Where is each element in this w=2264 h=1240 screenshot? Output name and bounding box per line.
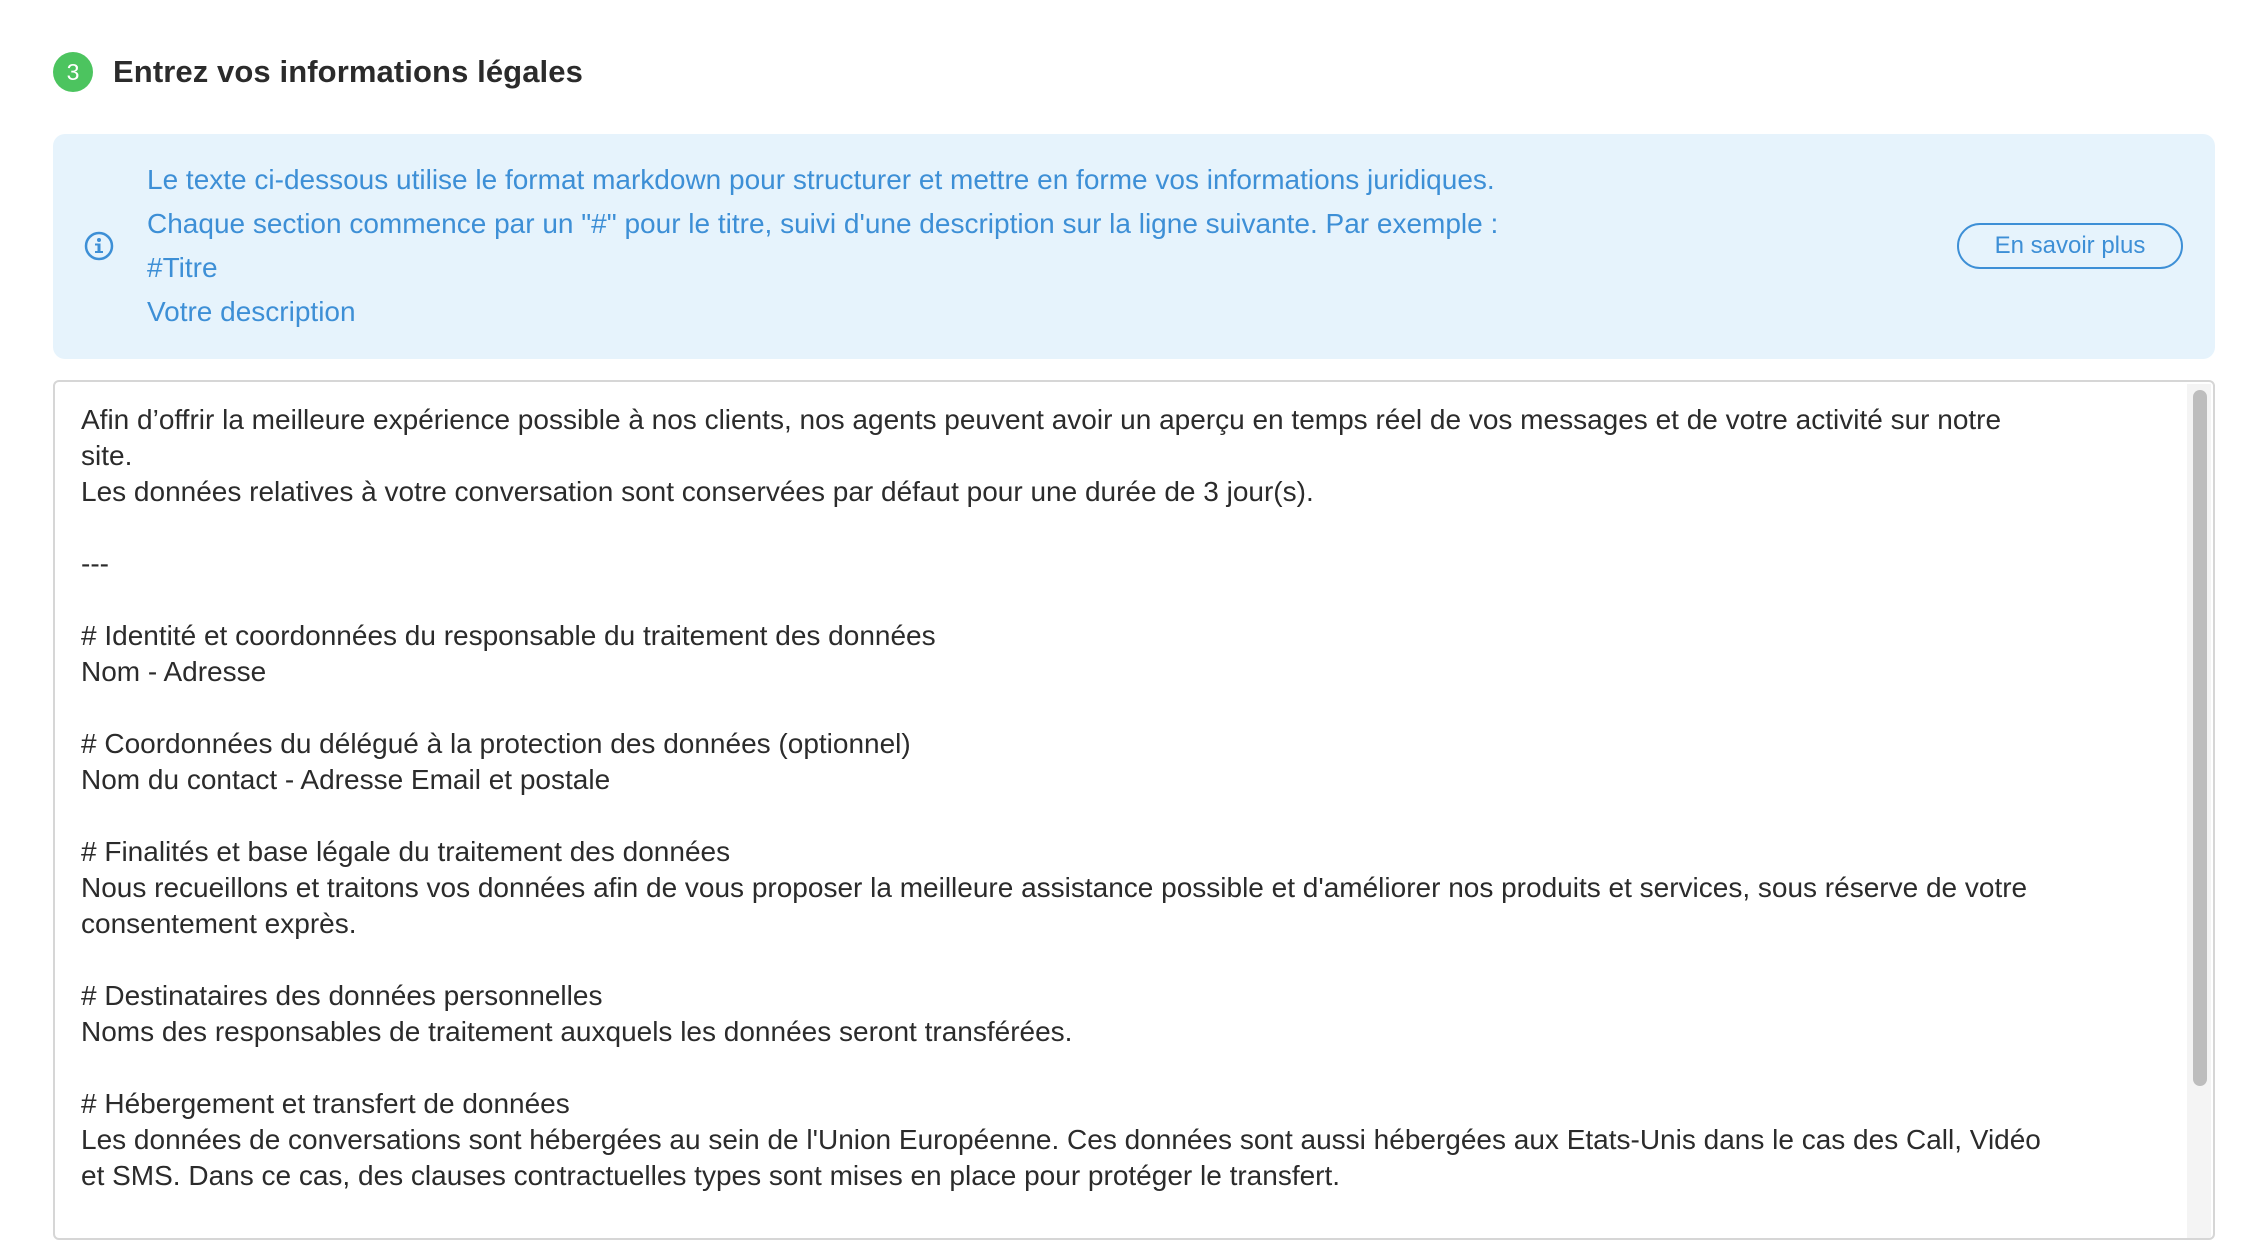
editor-line[interactable] <box>81 798 2161 834</box>
section-header <box>53 48 583 96</box>
info-example-title: #Titre <box>147 252 218 283</box>
step-number-badge: 3 <box>53 52 93 92</box>
markdown-info-box <box>53 134 2215 359</box>
editor-line[interactable]: site. <box>81 440 133 471</box>
editor-line[interactable]: --- <box>81 548 109 579</box>
info-circle-icon <box>83 230 115 262</box>
editor-line[interactable] <box>81 690 2161 726</box>
learn-more-button[interactable]: En savoir plus <box>1957 223 2183 269</box>
editor-line[interactable]: Nom du contact - Adresse Email et postale <box>81 764 611 795</box>
editor-line[interactable] <box>81 942 2161 978</box>
editor-line[interactable]: Nous recueillons et traitons vos données afin de vous proposer la meilleure assistance possible et d'améliorer nos produits et services, sous réserve de votre <box>81 872 2028 903</box>
info-line: Le texte ci-dessous utilise le format markdown pour structurer et mettre en forme vos informations juridiques. <box>147 164 1495 195</box>
editor-line[interactable]: # Identité et coordonnées du responsable du traitement des données <box>81 620 936 651</box>
editor-scrollbar-thumb[interactable] <box>2193 390 2207 1086</box>
editor-scrollbar[interactable] <box>2187 384 2211 1238</box>
editor-line[interactable]: Afin d’offrir la meilleure expérience possible à nos clients, nos agents peuvent avoir un aperçu en temps réel de vos messages et de votre activité sur notre <box>81 404 2002 435</box>
editor-line[interactable]: # Coordonnées du délégué à la protection des données (optionnel) <box>81 728 911 759</box>
info-line: Chaque section commence par un "#" pour le titre, suivi d'une description sur la ligne suivante. Par exemple : <box>147 208 1499 239</box>
editor-line[interactable]: et SMS. Dans ce cas, des clauses contractuelles types sont mises en place pour protéger le transfert. <box>81 1160 1341 1191</box>
info-text <box>147 158 1498 334</box>
editor-line[interactable]: Nom - Adresse <box>81 656 267 687</box>
legal-text-content[interactable] <box>81 402 2161 1194</box>
editor-line[interactable]: Les données de conversations sont hébergées au sein de l'Union Européenne. Ces données sont aussi hébergées aux Etats-Unis dans le cas des Call, Vidéo <box>81 1124 2041 1155</box>
editor-line[interactable] <box>81 1050 2161 1086</box>
editor-line[interactable] <box>81 582 2161 618</box>
info-example-description: Votre description <box>147 296 356 327</box>
editor-line[interactable]: Les données relatives à votre conversation sont conservées par défaut pour une durée de 3 jour(s). <box>81 476 1314 507</box>
editor-line[interactable] <box>81 510 2161 546</box>
editor-line[interactable]: # Destinataires des données personnelles <box>81 980 603 1011</box>
editor-line[interactable]: consentement exprès. <box>81 908 357 939</box>
editor-line[interactable]: # Finalités et base légale du traitement des données <box>81 836 731 867</box>
editor-line[interactable]: Noms des responsables de traitement auxquels les données seront transférées. <box>81 1016 1073 1047</box>
editor-line[interactable]: # Hébergement et transfert de données <box>81 1088 570 1119</box>
section-title: Entrez vos informations légales <box>113 54 583 89</box>
legal-text-editor[interactable] <box>53 380 2215 1240</box>
